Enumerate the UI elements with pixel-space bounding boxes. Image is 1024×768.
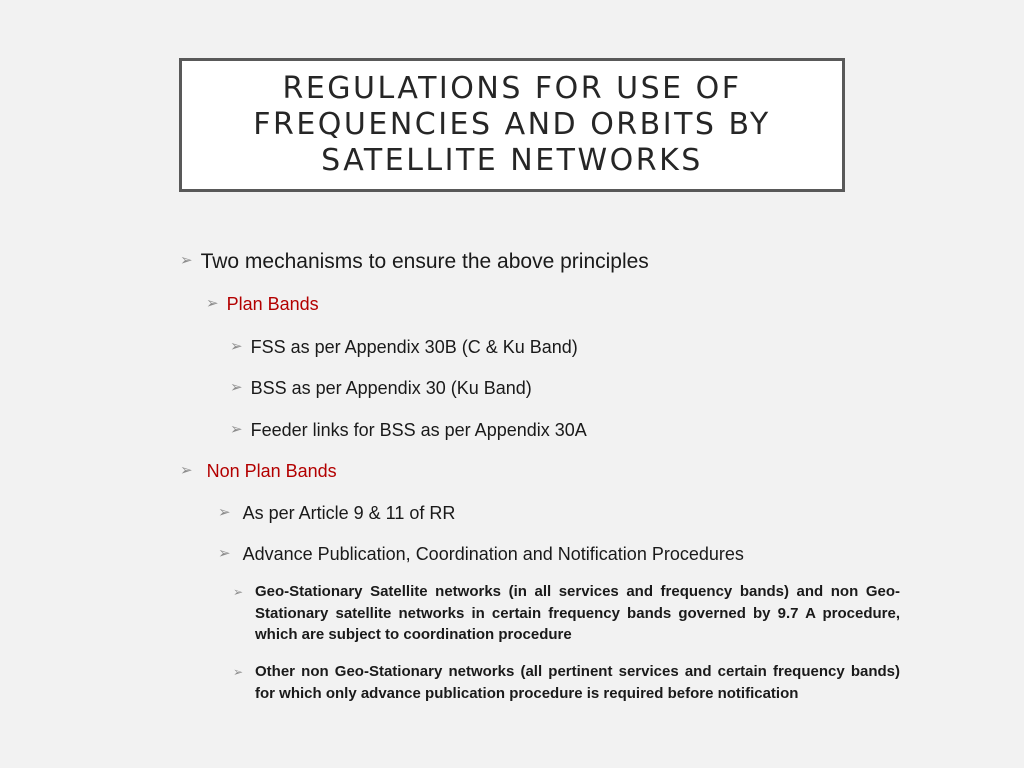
arrow-bullet-icon: ➢ <box>180 462 193 479</box>
bullet-plan-item <box>230 336 578 358</box>
arrow-bullet-icon: ➢ <box>218 504 231 521</box>
arrow-bullet-icon: ➢ <box>230 421 243 438</box>
bullet-plan-item <box>230 377 532 399</box>
bullet-nonplan-item <box>218 502 455 524</box>
plan-item-text: Feeder links for BSS as per Appendix 30A <box>250 420 587 440</box>
plan-bands-label: Plan Bands <box>226 294 319 314</box>
arrow-bullet-icon: ➢ <box>230 338 243 355</box>
arrow-bullet-icon: ➢ <box>218 545 231 562</box>
slide-title: REGULATIONS FOR USE OF FREQUENCIES AND ORBITS BY SATELLITE NETWORKS <box>253 71 771 178</box>
arrow-bullet-icon: ➢ <box>180 252 193 269</box>
bullet-main <box>180 250 649 274</box>
nonplan-item-text: As per Article 9 & 11 of RR <box>242 503 456 523</box>
bullet-non-plan-bands <box>180 460 337 482</box>
bullet-plan-item <box>230 419 587 441</box>
detail-paragraph: Geo-Stationary Satellite networks (in all services and frequency bands) and non Geo-Stationary satellite networks in certain frequency bands governed by 9.7 A procedure, which are subject to coordination procedure <box>255 583 900 643</box>
bullet-nonplan-item <box>218 543 744 565</box>
bullet-plan-bands <box>206 293 319 315</box>
arrow-bullet-icon: ➢ <box>230 379 243 396</box>
detail-paragraph: Other non Geo-Stationary networks (all pertinent services and certain frequency bands) for which only advance publication procedure is required before notification <box>255 663 900 702</box>
plan-item-text: BSS as per Appendix 30 (Ku Band) <box>250 378 532 398</box>
nonplan-item-text: Advance Publication, Coordination and Notification Procedures <box>242 544 744 564</box>
arrow-bullet-icon: ➢ <box>206 295 219 312</box>
arrow-bullet-icon: ➢ <box>233 665 244 679</box>
arrow-bullet-icon: ➢ <box>233 585 244 599</box>
plan-item-text: FSS as per Appendix 30B (C & Ku Band) <box>250 337 578 357</box>
non-plan-bands-label: Non Plan Bands <box>206 461 337 481</box>
bullet-main-text: Two mechanisms to ensure the above principles <box>200 250 649 273</box>
